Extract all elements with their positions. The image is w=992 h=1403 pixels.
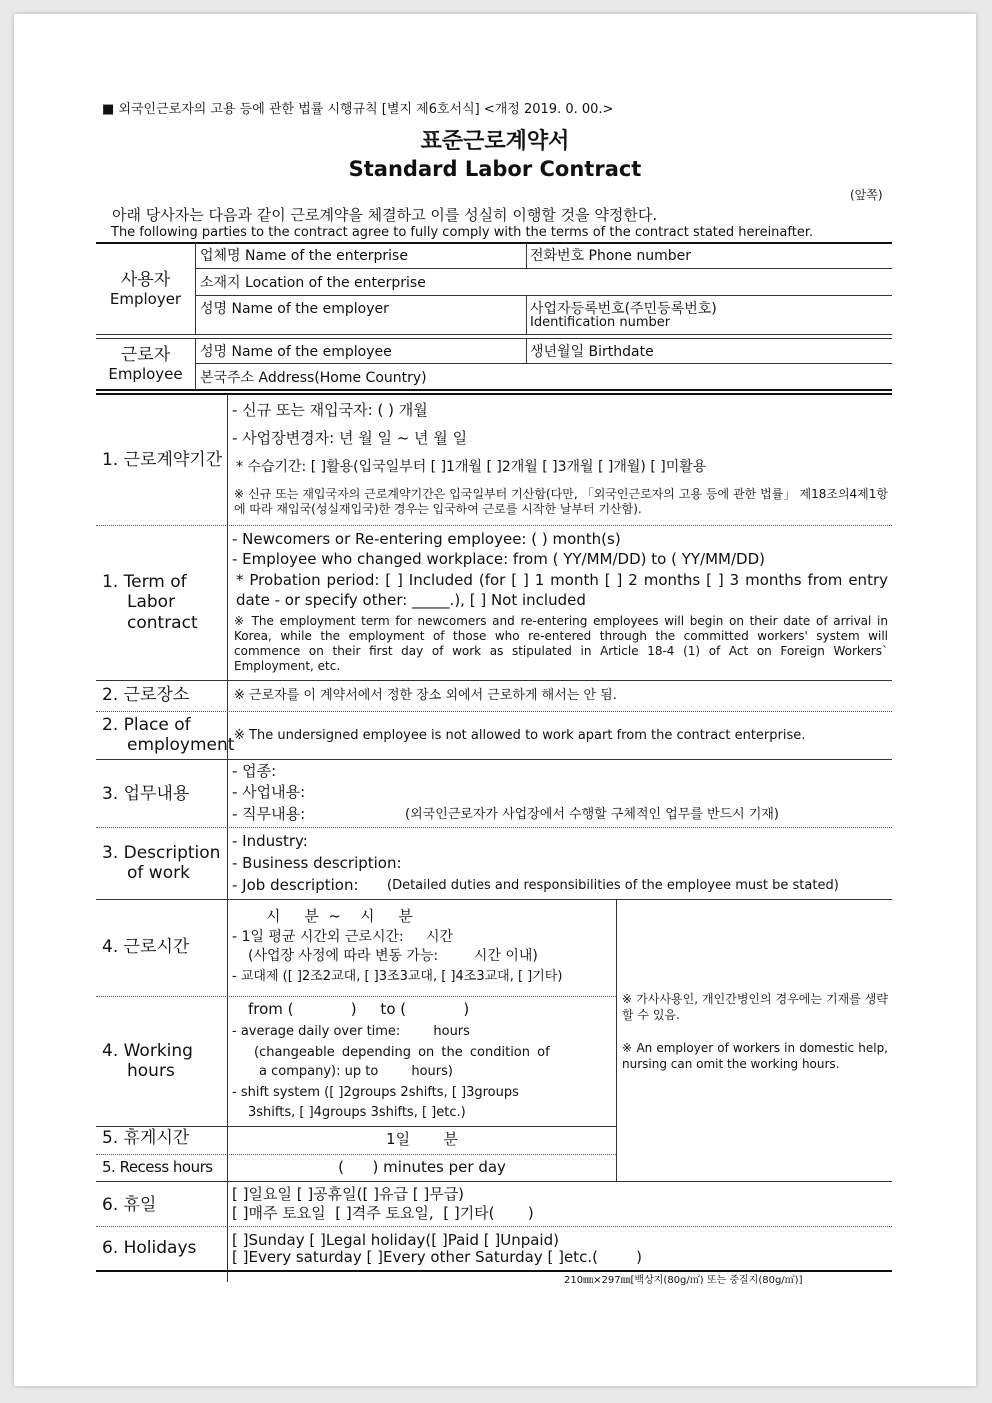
rule [96, 680, 892, 681]
hours-side-note-en: ※ An employer of workers in domestic help, nursing can omit the working hours. [622, 1041, 888, 1071]
paper-spec: 210㎜×297㎜[백상지(80g/㎡) 또는 중질지(80g/㎡)] [564, 1275, 803, 1286]
rule [96, 1126, 616, 1127]
employee-label-ko: 근로자 [120, 345, 171, 365]
work-job-en[interactable]: - Job description: [232, 876, 359, 894]
term-probation-ko[interactable]: * 수습기간: [ ]활용(입국일부터 [ ]1개월 [ ]2개월 [ ]3개월 [ ]개월) [ ]미활용 [236, 459, 707, 475]
place-label-ko: 2. 근로장소 [102, 685, 190, 705]
employer-name-field[interactable]: 성명 Name of the employer [200, 301, 389, 317]
place-note-en: ※ The undersigned employee is not allowed to work apart from the contract enterprise. [234, 728, 806, 743]
holidays-label-ko: 6. 휴일 [102, 1195, 157, 1215]
rule [96, 996, 616, 997]
work-industry-en[interactable]: - Industry: [232, 832, 308, 850]
work-business-ko[interactable]: - 사업내용: [232, 783, 306, 801]
employee-name-field[interactable]: 성명 Name of the employee [200, 344, 392, 360]
employee-label-en: Employee [108, 365, 183, 383]
hours-overtime-ko[interactable]: - 1일 평균 시간외 근로시간: 시간 [232, 929, 454, 945]
work-label-en-2: of work [127, 863, 190, 883]
title-korean: 표준근로계약서 [420, 129, 570, 154]
rule [96, 1226, 892, 1227]
rule [196, 268, 892, 269]
recess-label-ko: 5. 휴게시간 [102, 1128, 190, 1148]
work-label-ko: 3. 업무내용 [102, 784, 190, 804]
rule [96, 711, 892, 712]
page-side-label: (앞쪽) [850, 188, 883, 202]
term-note-en: ※ The employment term for newcomers and re-entering employees will begin on their date of arrival in Korea, while the employment of those who re-entered through the committed workers' system will commence on their first day of work as stipulated in Article 18-4 (1) of Act on Foreign Workers` Employment, etc. [234, 614, 888, 673]
contract-page [14, 14, 976, 1386]
hours-shift-en-1[interactable]: - shift system ([ ]2groups 2shifts, [ ]3groups [232, 1085, 519, 1100]
id-number-field-ko[interactable]: 사업자등록번호(주민등록번호) [530, 301, 717, 317]
hours-label-en-2: hours [127, 1061, 175, 1081]
address-field[interactable]: 본국주소 Address(Home Country) [200, 370, 427, 386]
holidays-options-en-2[interactable]: [ ]Every saturday [ ]Every other Saturday [ ]etc.( ) [232, 1248, 642, 1266]
hours-shift-en-2[interactable]: 3shifts, [ ]4groups 3shifts, [ ]etc.) [248, 1105, 466, 1120]
hours-overtime-note-en-1[interactable]: (changeable depending on the condition of [254, 1045, 550, 1060]
term-newcomer-en[interactable]: - Newcomers or Re-entering employee: ( ) month(s) [232, 530, 621, 548]
rule [227, 394, 228, 1282]
rule [96, 525, 892, 526]
holidays-label-en: 6. Holidays [102, 1238, 197, 1258]
rule [526, 338, 527, 363]
recess-field-en[interactable]: ( ) minutes per day [338, 1158, 506, 1176]
hours-side-note-ko: ※ 가사사용인, 개인간병인의 경우에는 기재를 생략할 수 있음. [622, 992, 888, 1022]
term-label-ko: 1. 근로계약기간 [102, 450, 223, 470]
work-business-en[interactable]: - Business description: [232, 854, 402, 872]
hours-time-ko[interactable]: 시 분 ~ 시 분 [266, 907, 413, 925]
employer-label-ko: 사용자 [120, 270, 171, 290]
employer-label-en: Employer [109, 290, 182, 308]
hours-shift-ko[interactable]: - 교대제 ([ ]2조2교대, [ ]3조3교대, [ ]4조3교대, [ ]기타) [232, 969, 563, 984]
term-label-en-1: 1. Term of [102, 572, 187, 592]
work-job-note-ko: (외국인근로자가 사업장에서 수행할 구체적인 업무를 반드시 기재) [405, 807, 780, 822]
intro-korean: 아래 당사자는 다음과 같이 근로계약을 체결하고 이를 성실히 이행할 것을 약정한다. [112, 206, 658, 224]
term-label-en-3: contract [127, 613, 198, 633]
rule [96, 389, 892, 391]
place-label-en-2: employment [127, 735, 235, 755]
holidays-options-ko-2[interactable]: [ ]매주 토요일 [ ]격주 토요일, [ ]기타( ) [232, 1204, 534, 1222]
rule [616, 900, 617, 1182]
term-label-en-2: Labor [127, 592, 176, 612]
hours-label-ko: 4. 근로시간 [102, 937, 190, 957]
term-newcomer-ko[interactable]: - 신규 또는 재입국자: ( ) 개월 [232, 401, 428, 419]
hours-label-en-1: 4. Working [102, 1041, 193, 1061]
hours-overtime-note-ko[interactable]: (사업장 사정에 따라 변동 가능: 시간 이내) [248, 948, 538, 964]
work-industry-ko[interactable]: - 업종: [232, 762, 277, 780]
holidays-options-en-1[interactable]: [ ]Sunday [ ]Legal holiday([ ]Paid [ ]Unpaid) [232, 1231, 559, 1249]
holidays-options-ko-1[interactable]: [ ]일요일 [ ]공휴일([ ]유급 [ ]무급) [232, 1185, 465, 1203]
term-probation-en[interactable]: * Probation period: [ ] Included (for [ ] 1 month [ ] 2 months [ ] 3 months from entry date - or specify other: _____.), [ ] Not included [236, 571, 888, 609]
birthdate-field[interactable]: 생년월일 Birthdate [530, 344, 654, 360]
rule [195, 243, 196, 334]
hours-overtime-en[interactable]: - average daily over time: hours [232, 1024, 470, 1039]
id-number-field-en: Identification number [530, 315, 671, 330]
rule [96, 899, 892, 900]
term-note-ko: ※ 신규 또는 재입국자의 근로계약기간은 입국일부터 기산함(다만, 「외국인근로자의 고용 등에 관한 법률」 제18조의4제1항에 따라 재입국(성실재입국)한 경우는 입국하여 근로를 시작한 날부터 기산함). [234, 487, 888, 516]
rule [196, 363, 892, 364]
rule [96, 1270, 892, 1272]
recess-label-en: 5. Recess hours [102, 1158, 213, 1176]
work-job-note-en: (Detailed duties and responsibilities of the employee must be stated) [387, 878, 839, 893]
rule [526, 243, 527, 268]
recess-field-ko[interactable]: 1일 분 [386, 1130, 458, 1148]
location-field[interactable]: 소재지 Location of the enterprise [200, 275, 426, 291]
rule [96, 338, 892, 339]
hours-overtime-note-en-2[interactable]: a company): up to hours) [259, 1064, 453, 1079]
intro-english: The following parties to the contract agree to fully comply with the terms of the contract stated hereinafter. [111, 225, 814, 240]
rule [96, 827, 892, 828]
enterprise-name-field[interactable]: 업체명 Name of the enterprise [200, 248, 408, 264]
place-note-ko: ※ 근로자를 이 계약서에서 정한 장소 외에서 근로하게 해서는 안 됨. [234, 688, 617, 703]
rule [96, 759, 892, 760]
rule [96, 242, 892, 244]
title-english: Standard Labor Contract [348, 157, 642, 181]
rule [96, 1181, 892, 1182]
rule [526, 295, 527, 334]
rule [196, 295, 892, 296]
form-reference: ■ 외국인근로자의 고용 등에 관한 법률 시행규칙 [별지 제6호서식] <개정 2019. 0. 00.> [102, 102, 614, 117]
hours-time-en[interactable]: from ( ) to ( ) [248, 1000, 470, 1018]
work-label-en-1: 3. Description [102, 843, 221, 863]
place-label-en-1: 2. Place of [102, 715, 191, 735]
rule [96, 1154, 616, 1155]
rule [96, 334, 892, 335]
term-changer-ko[interactable]: - 사업장변경자: 년 월 일 ~ 년 월 일 [232, 429, 468, 447]
rule [96, 393, 892, 395]
phone-field[interactable]: 전화번호 Phone number [530, 248, 692, 264]
term-changer-en[interactable]: - Employee who changed workplace: from ( YY/MM/DD) to ( YY/MM/DD) [232, 550, 765, 568]
work-job-ko[interactable]: - 직무내용: [232, 805, 306, 823]
